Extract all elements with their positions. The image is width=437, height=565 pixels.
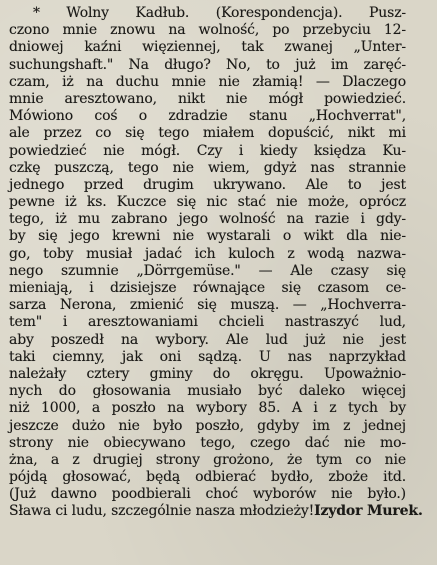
article-line: mieniają, i dzisiejsze równające się czasom ce-: [9, 280, 406, 296]
article-line: (Już dawno poodbierali choć wyborów nie było.): [9, 486, 406, 503]
article-line: czam, iż na duchu mnie nie złamią! — Dlaczego: [9, 73, 406, 90]
article-line: Mówiono coś o zdradzie stanu „Hochverrat",: [9, 108, 406, 125]
article-line: * Wolny Kadłub. (Korespondencja). Pusz-: [33, 5, 406, 21]
article-line: jeszcze dużo nie było poszło, gdyby im z jednej: [9, 417, 406, 434]
author-signature: Izydor Murek.: [314, 503, 423, 520]
article-line: żna, a z drugiej strony grożono, że tym co nie: [9, 451, 406, 468]
article-line: by się jego krewni nie wystarali o wikt dla nie-: [9, 228, 406, 245]
article-line: tego, iż mu zabrano jego wolność na razie i gdy-: [9, 211, 406, 228]
article-line: czkę puszczą, tego nie wiem, gdyż nas strannie: [9, 159, 406, 176]
article-line: nych do głosowania musiało być daleko więcej: [9, 383, 406, 400]
article-line: taki ciemny, jak oni sądzą. U nas naprzykład: [9, 348, 406, 365]
article-body: [9, 5, 406, 503]
article-line: tem" i aresztowaniami chcieli nastraszyć lud,: [9, 314, 406, 331]
article-line: nego szumnie „Dörrgemüse." — Ale czasy się: [9, 262, 406, 279]
article-line: sarza Nerona, zmienić się muszą. — „Hochverra-: [9, 297, 406, 314]
article-line: pewne iż ks. Kuczce się nic stać nie może, oprócz: [9, 194, 406, 211]
article-line: należały cztery gminy do okręgu. Upoważnio-: [9, 365, 406, 382]
article-line: czono mnie znowu na wolność, po przebyciu 12-: [9, 22, 406, 39]
article-line: jednego przed drugim ukrywano. Ale to jest: [9, 176, 406, 193]
article-line: suchungshaft." Na długo? No, to już im zaręć-: [9, 56, 406, 73]
closing-text: Sława ci ludu, szczególnie nasza młodzieży!: [9, 503, 315, 520]
article-line: go, toby musiał jadać ich kuloch z wodą nazwa-: [9, 245, 406, 262]
article-line: ale przez co się tego miałem dopuścić, nikt mi: [9, 125, 406, 142]
article-line: powiedzieć nie mógł. Czy i kiedy księdza Ku-: [9, 142, 406, 159]
article-line: strony nie obiecywano tego, czego dać nie mo-: [9, 434, 406, 451]
article-line: pójdą głosować, będą odbierać bydło, zboże itd.: [9, 469, 406, 486]
article-line: dniowej kaźni więziennej, tak zwanej „Unter-: [9, 39, 406, 56]
closing-line: [9, 503, 423, 520]
article-line: mnie aresztowano, nikt nie mógł powiedzieć.: [9, 90, 406, 107]
article-line: aby poszedł na wybory. Ale lud już nie jest: [9, 331, 406, 348]
article-line: niż 1000, a poszło na wybory 85. A i z tych by: [9, 400, 406, 417]
